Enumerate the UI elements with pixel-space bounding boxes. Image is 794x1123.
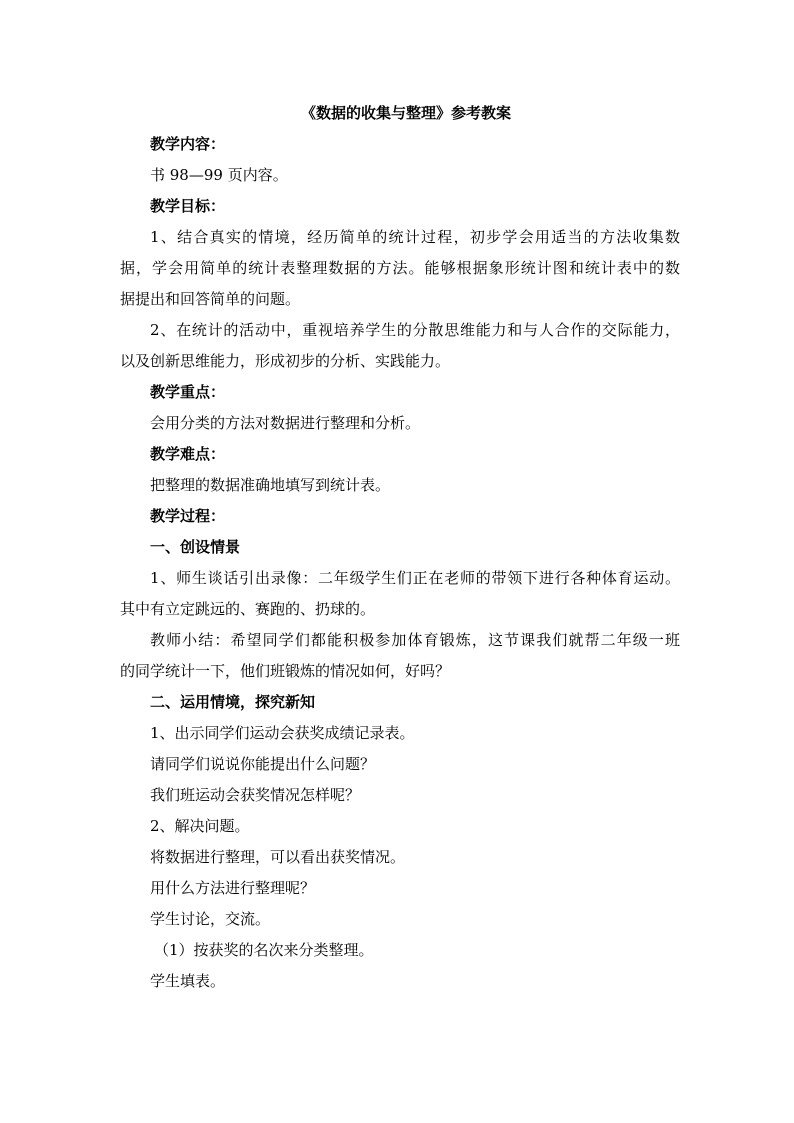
paragraph-line: （1）按获奖的名次来分类整理。 <box>154 941 374 959</box>
paragraph-line: 据，学会用简单的统计表整理数据的方法。能够根据象形统计图和统计表中的数 <box>120 259 680 277</box>
paragraph-line: 其中有立定跳远的、赛跑的、扔球的。 <box>120 600 376 618</box>
section-heading: 教学重点： <box>150 383 226 401</box>
paragraph-line: 请同学们说说你能提出什么问题？ <box>150 755 376 773</box>
section-heading: 教学难点： <box>150 445 226 463</box>
paragraph-line: 学生填表。 <box>150 972 226 990</box>
paragraph-line: 我们班运动会获奖情况怎样呢？ <box>150 786 361 804</box>
paragraph-line: 以及创新思维能力，形成初步的分析、实践能力。 <box>120 352 451 370</box>
paragraph-line: 书 98—99 页内容。 <box>150 166 288 184</box>
paragraph-line: 用什么方法进行整理呢？ <box>150 879 316 897</box>
paragraph-line: 教师小结：希望同学们都能积极参加体育锻炼，这节课我们就帮二年级一班 <box>150 631 680 649</box>
paragraph-line: 1、结合真实的情境，经历简单的统计过程，初步学会用适当的方法收集数 <box>150 228 680 246</box>
paragraph-line: 把整理的数据准确地填写到统计表。 <box>150 476 391 494</box>
section-heading: 教学内容： <box>150 135 226 153</box>
paragraph-line: 学生讨论，交流。 <box>150 910 271 928</box>
paragraph-line: 1、出示同学们运动会获奖成绩记录表。 <box>150 724 415 742</box>
section-heading: 教学过程： <box>150 507 226 525</box>
paragraph-line: 会用分类的方法对数据进行整理和分析。 <box>150 414 421 432</box>
document-page <box>120 98 680 997</box>
section-heading: 教学目标： <box>150 197 226 215</box>
paragraph-line: 1、师生谈话引出录像：二年级学生们正在老师的带领下进行各种体育运动。 <box>150 569 680 587</box>
paragraph-line: 的同学统计一下，他们班锻炼的情况如何，好吗？ <box>120 662 451 680</box>
document-body <box>120 129 680 997</box>
section-heading: 一、创设情景 <box>150 538 241 556</box>
paragraph-line: 2、解决问题。 <box>150 817 250 835</box>
paragraph-line: 将数据进行整理，可以看出获奖情况。 <box>150 848 406 866</box>
document-title: 《数据的收集与整理》参考教案 <box>300 104 511 122</box>
paragraph-line: 据提出和回答简单的问题。 <box>120 290 301 308</box>
section-heading: 二、运用情境，探究新知 <box>150 693 316 711</box>
paragraph-line: 2、在统计的活动中，重视培养学生的分散思维能力和与人合作的交际能力， <box>150 321 680 339</box>
